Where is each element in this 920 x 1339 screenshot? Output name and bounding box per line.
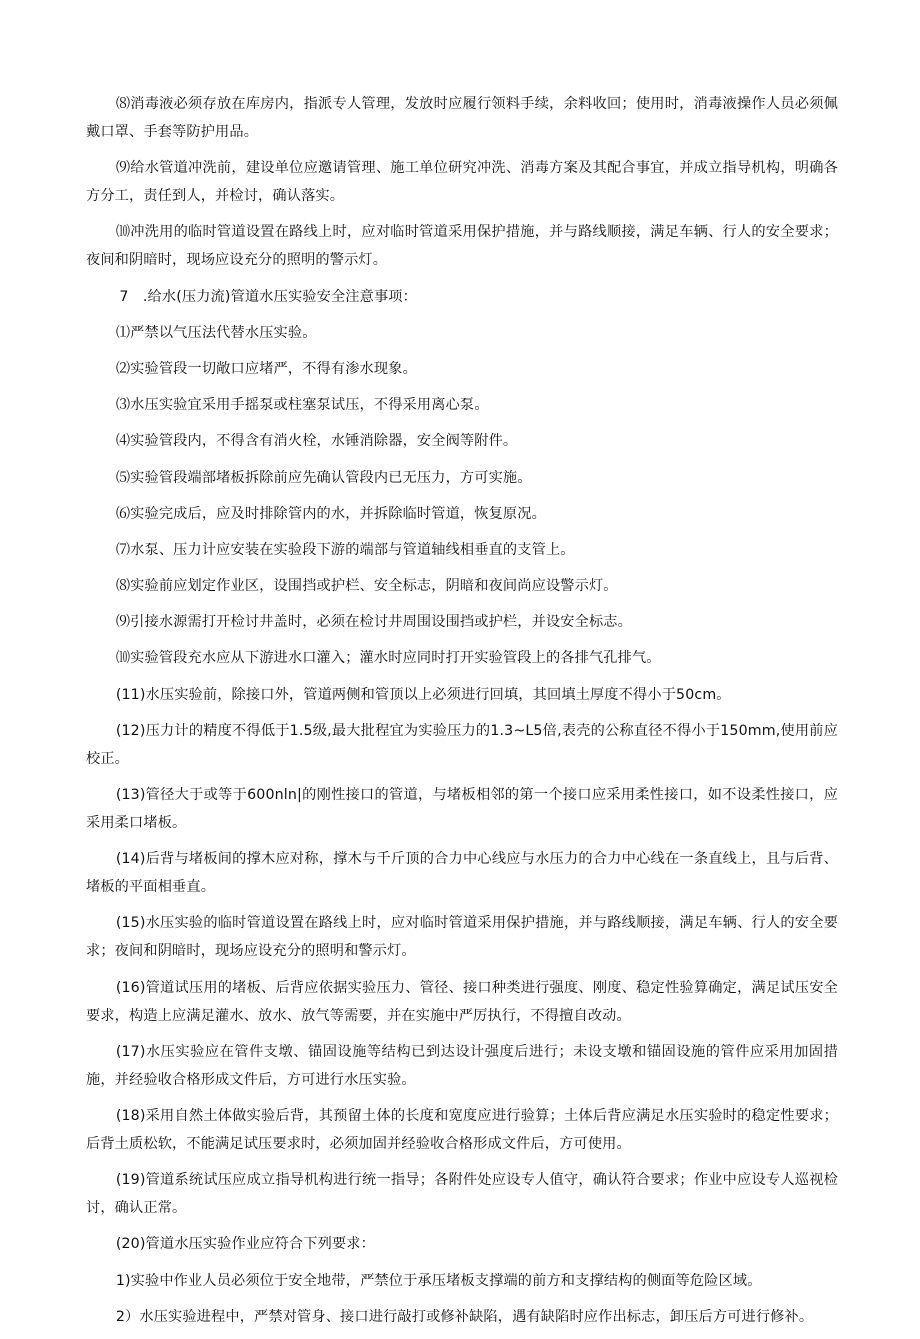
paragraph-item-13: (13)管径大于或等于600nln|的刚性接口的管道，与堵板相邻的第一个接口应采用柔性接口，如不设柔性接口，应采用柔口堵板。 — [86, 787, 838, 831]
paragraph-item-16: (16)管道试压用的堵板、后背应依据实验压力、管径、接口种类进行强度、刚度、稳定性验算确定，满足试压安全要求，构造上应满足灌水、放水、放气等需要，并在实施中严厉执行，不得擅自改动。 — [86, 979, 838, 1024]
paragraph-item-17: (17)水压实验应在管件支墩、锚固设施等结构已到达设计强度后进行；未设支墩和锚固设施的管件应采用加固措施，并经验收合格形成文件后，方可进行水压实验。 — [86, 1043, 838, 1088]
paragraph-item-12: (12)压力计的精度不得低于1.5级,最大批程宜为实验压力的1.3~L5倍,表壳的公称直径不得小于150mm,使用前应校正。 — [86, 722, 838, 767]
paragraph-item-15: (15)水压实验的临时管道设置在路线上时，应对临时管道采用保护措施，并与路线顺接，满足车辆、行人的安全要求；夜间和阴暗时，现场应设充分的照明和警示灯。 — [86, 915, 838, 960]
paragraph-item-19: (19)管道系统试压应成立指导机构进行统一指导；各附件处应设专人值守，确认符合要求；作业中应设专人巡视检讨，确认正常。 — [86, 1172, 838, 1217]
paragraph-item-7: ⑺水泵、压力计应安装在实验段下游的端部与管道轴线相垂直的支管上。 — [115, 541, 575, 558]
section-heading-water-pressure-test: 7 .给水(压力流)管道水压实验安全注意事项： — [119, 288, 417, 305]
paragraph-item-4: ⑷实验管段内，不得含有消火栓，水锤消除器，安全阀等附件。 — [115, 433, 518, 450]
paragraph-item-9: ⑼引接水源需打开检讨井盖时，必须在检讨井周围设围挡或护栏，并设安全标志。 — [115, 614, 632, 631]
paragraph-item-20: (20)管道水压实验作业应符合下列要求： — [115, 1236, 375, 1253]
document-page — [86, 90, 838, 1339]
paragraph-subitem-1: 1)实验中作业人员必须位于安全地带，严禁位于承压堵板支撑端的前方和支撑结构的侧面等危险区域。 — [115, 1272, 762, 1289]
paragraph-subitem-2: 2）水压实验进程中，严禁对管身、接口进行敲打或修补缺陷，遇有缺陷时应作出标志，卸压后方可进行修补。 — [115, 1308, 814, 1325]
paragraph-item-6: ⑹实验完成后，应及时排除管内的水，并拆除临时管道，恢复原况。 — [115, 505, 546, 522]
paragraph-item-2: ⑵实验管段一切敞口应堵严，不得有渗水现象。 — [115, 360, 417, 377]
paragraph-item-3: ⑶水压实验宜采用手摇泵或柱塞泵试压，不得采用离心泵。 — [115, 397, 489, 414]
paragraph-temporary-pipe-flush: ⑽冲洗用的临时管道设置在路线上时，应对临时管道采用保护措施，并与路线顺接，满足车辆、行人的安全要求；夜间和阴暗时，现场应设充分的照明的警示灯。 — [86, 224, 838, 269]
paragraph-item-14: (14)后背与堵板间的撑木应对称，撑木与千斤顶的合力中心线应与水压力的合力中心线在一条直线上，且与后背、堵板的平面相垂直。 — [86, 851, 838, 896]
paragraph-flush-plan: ⑼给水管道冲洗前，建设单位应邀请管理、施工单位研究冲洗、消毒方案及其配合事宜，并成立指导机构，明确各方分工，责任到人，并检讨，确认落实。 — [86, 160, 838, 205]
paragraph-item-8: ⑻实验前应划定作业区，设围挡或护栏、安全标志，阴暗和夜间尚应设警示灯。 — [115, 578, 618, 595]
paragraph-item-10: ⑽实验管段充水应从下游进水口灌入；灌水时应同时打开实验管段上的各排气孔排气。 — [115, 650, 661, 667]
paragraph-disinfectant-storage: ⑻消毒液必须存放在库房内，指派专人管理，发放时应履行领料手续，余料收回；使用时，消毒液操作人员必须佩戴口罩、手套等防护用品。 — [86, 96, 838, 140]
paragraph-item-18: (18)采用自然土体做实验后背，其预留土体的长度和宽度应进行验算；土体后背应满足水压实验时的稳定性要求；后背土质松软，不能满足试压要求时，必须加固并经验收合格形成文件后，方可使用。 — [86, 1107, 838, 1152]
paragraph-item-1: ⑴严禁以气压法代替水压实验。 — [115, 324, 317, 341]
paragraph-item-11: (11)水压实验前，除接口外，管道两侧和管顶以上必须进行回填，其回填土厚度不得小于50cm。 — [115, 686, 731, 703]
paragraph-item-5: ⑸实验管段端部堵板拆除前应先确认管段内已无压力，方可实施。 — [115, 469, 532, 486]
